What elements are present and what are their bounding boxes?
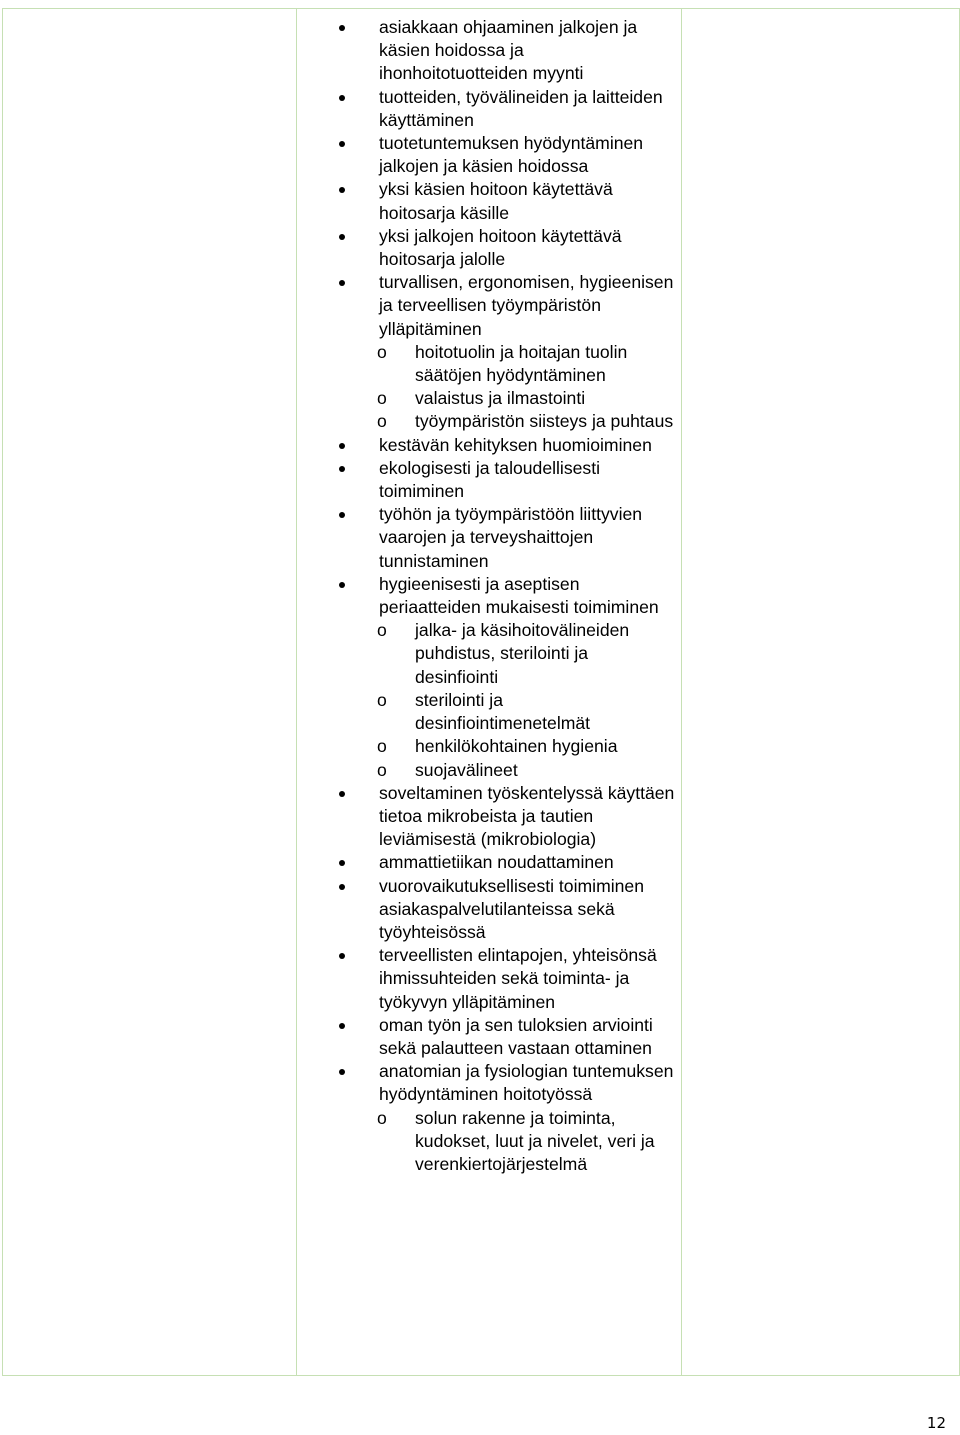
list-item — [333, 16, 675, 86]
list-item — [333, 271, 675, 341]
list-item-text: henkilökohtainen hygienia — [415, 736, 618, 757]
list-item — [333, 434, 675, 457]
list-item-text: yksi käsien hoitoon käytettävä hoitosarja käsille — [379, 179, 613, 223]
table-row — [3, 9, 960, 1376]
bullet-dot-icon — [339, 582, 345, 588]
list-item — [333, 1014, 675, 1060]
list-item — [333, 573, 675, 619]
list-item-text: turvallisen, ergonomisen, hygieenisen ja terveellisen työympäristön ylläpitäminen — [379, 272, 674, 339]
list-item-text: sterilointi ja desinfiointimenetelmät — [415, 689, 591, 734]
bullet-dot-icon — [339, 860, 345, 866]
list-item-text: yksi jalkojen hoitoon käytettävä hoitosarja jalolle — [379, 225, 622, 270]
list-item-text: solun rakenne ja toiminta, kudokset, luut ja nivelet, veri ja verenkiertojärjestelmä — [415, 1107, 655, 1174]
list-item — [333, 851, 675, 874]
left-column-cell — [3, 9, 297, 1376]
list-item-text: kestävän kehityksen huomioiminen — [379, 434, 652, 455]
bullet-dot-icon — [339, 25, 345, 31]
list-item-text: valaistus ja ilmastointi — [415, 388, 586, 409]
sub-list-item — [333, 410, 675, 433]
sub-bullet-marker: o — [377, 411, 387, 432]
bullet-dot-icon — [339, 280, 345, 286]
right-column-cell — [682, 9, 960, 1376]
sub-list-item — [333, 689, 675, 735]
list-item — [333, 503, 675, 573]
bullet-dot-icon — [339, 791, 345, 797]
content-table — [2, 8, 960, 1376]
sub-bullet-marker: o — [377, 620, 387, 641]
list-item — [333, 1060, 675, 1106]
list-item-text: terveellisten elintapojen, yhteisönsä ihmissuhteiden sekä toiminta- ja työkyvyn ylläpitäminen — [379, 945, 657, 1012]
bullet-dot-icon — [339, 141, 345, 147]
list-item-text: jalka- ja käsihoitovälineiden puhdistus, sterilointi ja desinfiointi — [415, 620, 630, 687]
list-item-text: oman työn ja sen tuloksien arviointi sekä palautteen vastaan ottaminen — [379, 1014, 653, 1058]
sub-list-item — [333, 735, 675, 758]
bullet-dot-icon — [339, 1023, 345, 1029]
bullet-dot-icon — [339, 884, 345, 890]
sub-bullet-marker: o — [377, 736, 387, 757]
list-item — [333, 457, 675, 503]
sub-bullet-marker: o — [377, 1107, 387, 1128]
list-item — [333, 132, 675, 178]
list-item-text: suojavälineet — [415, 759, 518, 780]
bullet-dot-icon — [339, 512, 345, 518]
list-item-text: hygieenisesti ja aseptisen periaatteiden mukaisesti toimiminen — [379, 573, 659, 618]
sub-list-item — [333, 619, 675, 689]
bullet-dot-icon — [339, 466, 345, 472]
sub-list-item — [333, 341, 675, 387]
sub-bullet-marker: o — [377, 388, 387, 409]
sub-bullet-marker: o — [377, 689, 387, 710]
list-item-text: tuotetuntemuksen hyödyntäminen jalkojen ja käsien hoidossa — [379, 133, 644, 177]
bullet-dot-icon — [339, 95, 345, 101]
list-item-text: hoitotuolin ja hoitajan tuolin säätöjen hyödyntäminen — [415, 341, 628, 386]
bullet-dot-icon — [339, 443, 345, 449]
bullet-list — [297, 9, 681, 1176]
bullet-dot-icon — [339, 187, 345, 193]
page-number: 12 — [926, 1414, 946, 1432]
list-item-text: työhön ja työympäristöön liittyvien vaarojen ja terveyshaittojen tunnistaminen — [379, 504, 643, 571]
list-item-text: vuorovaikutuksellisesti toimiminen asiakaspalvelutilanteissa sekä työyhteisössä — [379, 875, 644, 942]
list-item-text: työympäristön siisteys ja puhtaus — [415, 411, 674, 432]
list-item-text: asiakkaan ohjaaminen jalkojen ja käsien hoidossa ja ihonhoitotuotteiden myynti — [379, 17, 638, 84]
list-item-text: soveltaminen työskentelyssä käyttäen tietoa mikrobeista ja tautien leviämisestä (mikrobiologia) — [379, 782, 675, 850]
list-item-text: anatomian ja fysiologian tuntemuksen hyödyntäminen hoitotyössä — [379, 1061, 674, 1105]
bullet-dot-icon — [339, 234, 345, 240]
sub-bullet-marker: o — [377, 759, 387, 780]
bullet-dot-icon — [339, 1069, 345, 1075]
list-item — [333, 782, 675, 852]
list-item — [333, 944, 675, 1014]
sub-list-item — [333, 759, 675, 782]
list-item — [333, 178, 675, 224]
middle-column-cell — [297, 9, 682, 1376]
sub-bullet-marker: o — [377, 341, 387, 362]
list-item — [333, 86, 675, 132]
sub-list-item — [333, 387, 675, 410]
list-item-text: ekologisesti ja taloudellisesti toimiminen — [379, 457, 601, 502]
list-item — [333, 225, 675, 271]
bullet-dot-icon — [339, 953, 345, 959]
list-item — [333, 875, 675, 945]
list-item-text: ammattietiikan noudattaminen — [379, 852, 614, 873]
list-item-text: tuotteiden, työvälineiden ja laitteiden käyttäminen — [379, 86, 663, 130]
sub-list-item — [333, 1107, 675, 1177]
